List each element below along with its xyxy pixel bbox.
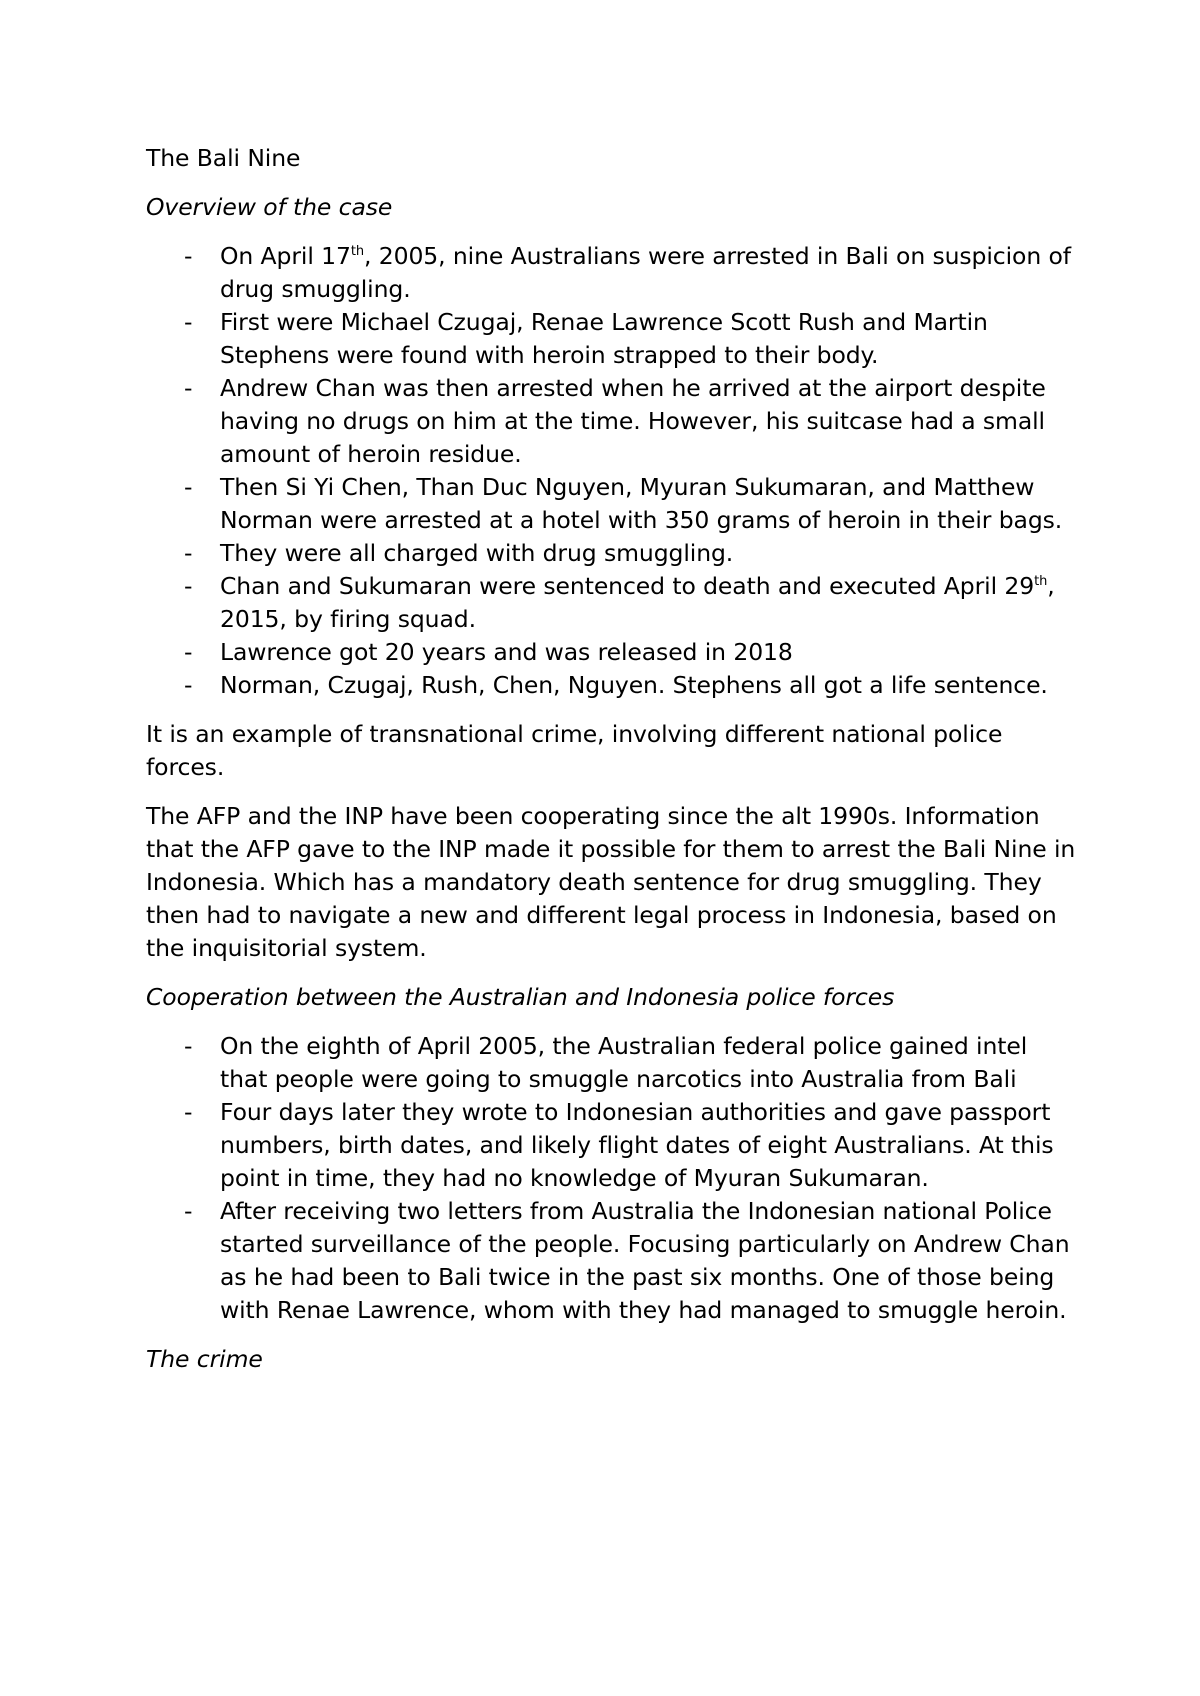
list-dash: -	[184, 638, 193, 666]
list-item	[146, 1195, 1076, 1327]
list-item-text: Then Si Yi Chen, Than Duc Nguyen, Myuran Sukumaran, and Matthew Norman were arrested at a hotel with 350 grams of heroin in their bags.	[220, 473, 1063, 534]
paragraph-afp-inp: The AFP and the INP have been cooperating since the alt 1990s. Information that the AFP gave to the INP made it possible for them to arrest the Bali Nine in Indonesia. Which has a mandatory death sentence for drug smuggling. They then had to navigate a new and different legal process in Indonesia, based on the inquisitorial system.	[146, 802, 1076, 962]
list-dash: -	[184, 242, 193, 270]
list-dash: -	[184, 1098, 193, 1126]
list-item-text: Norman, Czugaj, Rush, Chen, Nguyen. Stephens all got a life sentence.	[220, 671, 1048, 699]
list-item-text-post: , 2015, by firing squad.	[220, 572, 1055, 633]
list-dash: -	[184, 1032, 193, 1060]
list-item	[146, 1096, 1076, 1195]
document-page	[146, 142, 1076, 1392]
list-item-text: On the eighth of April 2005, the Australian federal police gained intel that people were going to smuggle narcotics into Australia from Bali	[220, 1032, 1028, 1093]
paragraph-transnational: It is an example of transnational crime, involving different national police forces.	[146, 720, 1003, 781]
document-title: The Bali Nine	[146, 144, 301, 172]
list-item	[146, 372, 1076, 471]
list-item	[146, 669, 1076, 702]
list-dash: -	[184, 539, 193, 567]
list-item-text: After receiving two letters from Australia the Indonesian national Police started surveillance of the people. Focusing particularly on Andrew Chan as he had been to Bali twice in the past six months. One of those being with Renae Lawrence, whom with they had managed to smuggle heroin.	[220, 1197, 1070, 1324]
list-item	[146, 570, 1076, 636]
list-dash: -	[184, 671, 193, 699]
superscript: th	[1034, 574, 1048, 590]
list-item	[146, 1030, 1076, 1096]
crime-heading: The crime	[146, 1345, 263, 1373]
list-item-text: They were all charged with drug smuggling.	[220, 539, 734, 567]
list-item-text-pre: Chan and Sukumaran were sentenced to death and executed April 29	[220, 572, 1035, 600]
list-item-text: Lawrence got 20 years and was released in 2018	[220, 638, 793, 666]
list-item-text: First were Michael Czugaj, Renae Lawrence Scott Rush and Martin Stephens were found with heroin strapped to their body.	[220, 308, 988, 369]
list-item-text: Andrew Chan was then arrested when he arrived at the airport despite having no drugs on him at the time. However, his suitcase had a small amount of heroin residue.	[220, 374, 1046, 468]
list-item	[146, 636, 1076, 669]
cooperation-heading: Cooperation between the Australian and Indonesia police forces	[146, 983, 895, 1011]
list-dash: -	[184, 308, 193, 336]
list-item	[146, 306, 1076, 372]
list-item	[146, 240, 1076, 306]
list-item	[146, 537, 1076, 570]
overview-heading: Overview of the case	[146, 193, 393, 221]
list-dash: -	[184, 572, 193, 600]
overview-list	[146, 240, 1076, 702]
list-dash: -	[184, 1197, 193, 1225]
list-item-text-post: , 2005, nine Australians were arrested in Bali on suspicion of drug smuggling.	[220, 242, 1071, 303]
list-dash: -	[184, 473, 193, 501]
list-item-text: Four days later they wrote to Indonesian authorities and gave passport numbers, birth dates, and likely flight dates of eight Australians. At this point in time, they had no knowledge of Myuran Sukumaran.	[220, 1098, 1054, 1192]
list-dash: -	[184, 374, 193, 402]
list-item-text-pre: On April 17	[220, 242, 351, 270]
list-item	[146, 471, 1076, 537]
superscript: th	[350, 244, 364, 260]
cooperation-list	[146, 1030, 1076, 1327]
